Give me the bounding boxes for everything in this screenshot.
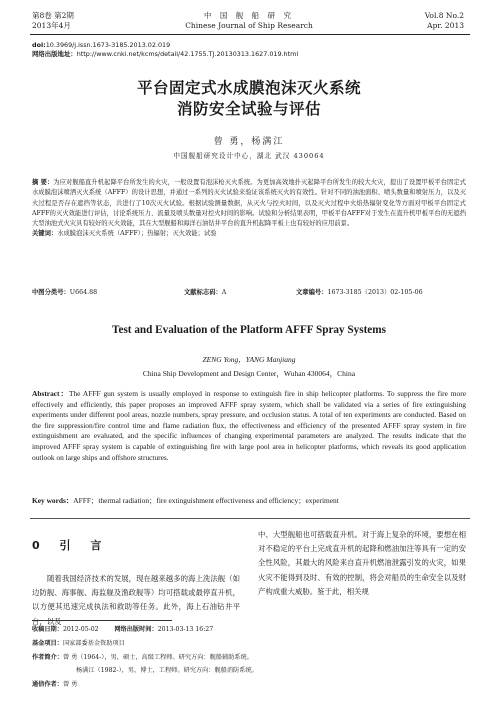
abstract-cn-label: 摘 要：	[32, 179, 54, 186]
date-en: Apr. 2013	[427, 20, 464, 30]
section-heading	[32, 537, 109, 553]
journal-name-en: Chinese Journal of Ship Research	[185, 20, 313, 30]
footnote-divider	[32, 620, 172, 621]
volume-en: Vol.8 No.2	[424, 11, 464, 20]
keywords-en-label: Key words：	[32, 496, 74, 505]
article-title-cn	[0, 78, 498, 120]
header-right	[425, 11, 464, 30]
online-url-link[interactable]: http://www.cnki.net/kcms/detail/42.1755.TJ.20130313.1627.019.html	[76, 50, 299, 58]
volume-cn: 第8卷 第2期	[32, 11, 74, 20]
authors-en: ZENG Yong，YANG Manjiang	[202, 355, 296, 364]
body-right-paragraph: 中、大型舰船也可搭载直升机。对于海上复杂的环境，要想在相对不稳定的平台上完成直升机的起降和燃油加注等具有一定的安全性风险，其最大的风险来自直升机燃油泄露引发的火灾，如果火灾不能得到及时、有效的控制，将会对船员的生命安全以及财产构成重大威胁。鉴于此，相关规	[258, 530, 466, 596]
footnote-corresponding: 通信作者：曾 勇	[32, 681, 78, 689]
authors-cn: 曾 勇，杨满江	[213, 137, 285, 147]
section-number: 0	[32, 539, 48, 552]
url-label: 网络出版地址：	[32, 50, 77, 58]
section-title: 引 言	[59, 539, 110, 552]
keywords-cn-text: 水成膜泡沫灭火系统（AFFF）；热辐射；灭火效能；试验	[57, 230, 217, 238]
footnote-bio-2: 杨满江（1982-），男，博士，工程师。研究方向：舰船消防系统。	[76, 667, 258, 675]
keywords-en	[32, 496, 466, 507]
date-cn: 2013年4月	[32, 20, 71, 30]
abstract-en-label: Abstract：	[32, 389, 69, 398]
doi-label: doi:	[32, 41, 46, 49]
affiliation-en: China Ship Development and Design Center，Wuhan 430064，China	[142, 369, 356, 378]
abstract-cn	[32, 178, 466, 240]
title-cn-line1: 平台固定式水成膜泡沫灭火系统	[136, 79, 361, 97]
abstract-en	[32, 389, 466, 463]
keywords-cn	[32, 229, 466, 239]
doi-value[interactable]: 10.3969/j.issn.1673-3185.2013.02.019	[45, 41, 171, 49]
keywords-cn-label: 关键词：	[32, 230, 58, 238]
header-divider	[30, 34, 470, 35]
abstract-cn-text: 为应对舰船直升机起降平台所发生的火灾，一般设置有泡沫枪灭火系统。为更加高效地扑灭起降平台所发生的较大火灾，提出了设置甲板平台固定式水成膜泡沫喷洒灭火系统（AFFF）的设计思想，并通过一系列的灭火试验来验证该系统灭火的有效性。针对不同的油池面积、喷头数量和喷射压力，以及灭火过程是否存在遮挡等状态，共进行了10次灭火试验。根据试验测量数据，从灭火与控火时间，以及灭火过程中火焰热辐射变化等方面对甲板平台固定式AFFF的灭火效能进行评估，讨论系统压力、流量及喷头数量对控火时间的影响。试验和分析结果表明，甲板平台AFFF对于发生在直升机甲板平台的无遮挡大型油池式火灾具有较好的灭火效能，其在大型舰船和海洋石油钻井平台的直升机起降平板上也有较好的应用前景。	[32, 179, 466, 228]
footnote-bio: 作者简介：曾 勇（1964-），男，硕士，高级工程师。研究方向：舰船辅助系统。	[32, 653, 253, 661]
header-center	[0, 11, 498, 30]
title-cn-line2: 消防安全试验与评估	[176, 100, 321, 118]
article-number: 文章编号：1673-3185（2013）02-105-06	[296, 289, 423, 296]
body-left-paragraph: 随着我国经济技术的发展，现在越来越多的海上洗法舰（如边防舰、海事舰、海监舰及渔政舰等）均可搭载或最停直升机，以方便其迅速完成执法和救助等任务。此外，海上石油钻井平台，以及	[32, 574, 240, 626]
clc-number: 中图分类号：U664.88	[32, 289, 98, 296]
section-divider	[30, 518, 470, 519]
abstract-en-text: The AFFF gun system is usually employed in response to extinguish fire in ship helicopter platforms. To suppress the fire more effectively and efficiently, this paper proposes an improved AFFF spray system, which shall be validated via a series of fire extinguishing experiments under different pool areas, nozzle numbers, spray pressure, and occlusion status. A total of ten experiments are conducted. Based on the fire suppression/fire control time and flame radiation flux, the effectiveness and efficiency of the presented AFFF spray system in fire extinguishment are evaluated, and the specific influences of changing experimental parameters are analyzed. The results indicate that the improved AFFF spray system is capable of extinguishing fire with large pool area in helicopter platforms, which reveals its good application outlook on large ships and offshore structures.	[32, 389, 466, 462]
affiliation-cn: 中国舰船研究设计中心，湖北 武汉 430064	[173, 152, 325, 160]
footnotes	[32, 623, 466, 692]
body-column-right	[258, 528, 466, 599]
footnote-fund: 基金项目：国家部委基金资助项目	[32, 639, 125, 647]
footnote-dates: 收稿日期：2012-05-02 网络出版时间：2013-03-13 16:27	[32, 626, 214, 633]
document-code: 文献标志码：A	[184, 289, 227, 296]
keywords-en-text: AFFF；thermal radiation；fire extinguishment effectiveness and efficiency；experiment	[73, 496, 339, 505]
article-title-en: Test and Evaluation of the Platform AFFF Spray Systems	[112, 324, 386, 336]
doi-block	[32, 41, 298, 59]
journal-name-cn: 中 国 舰 船 研 究	[204, 11, 294, 20]
